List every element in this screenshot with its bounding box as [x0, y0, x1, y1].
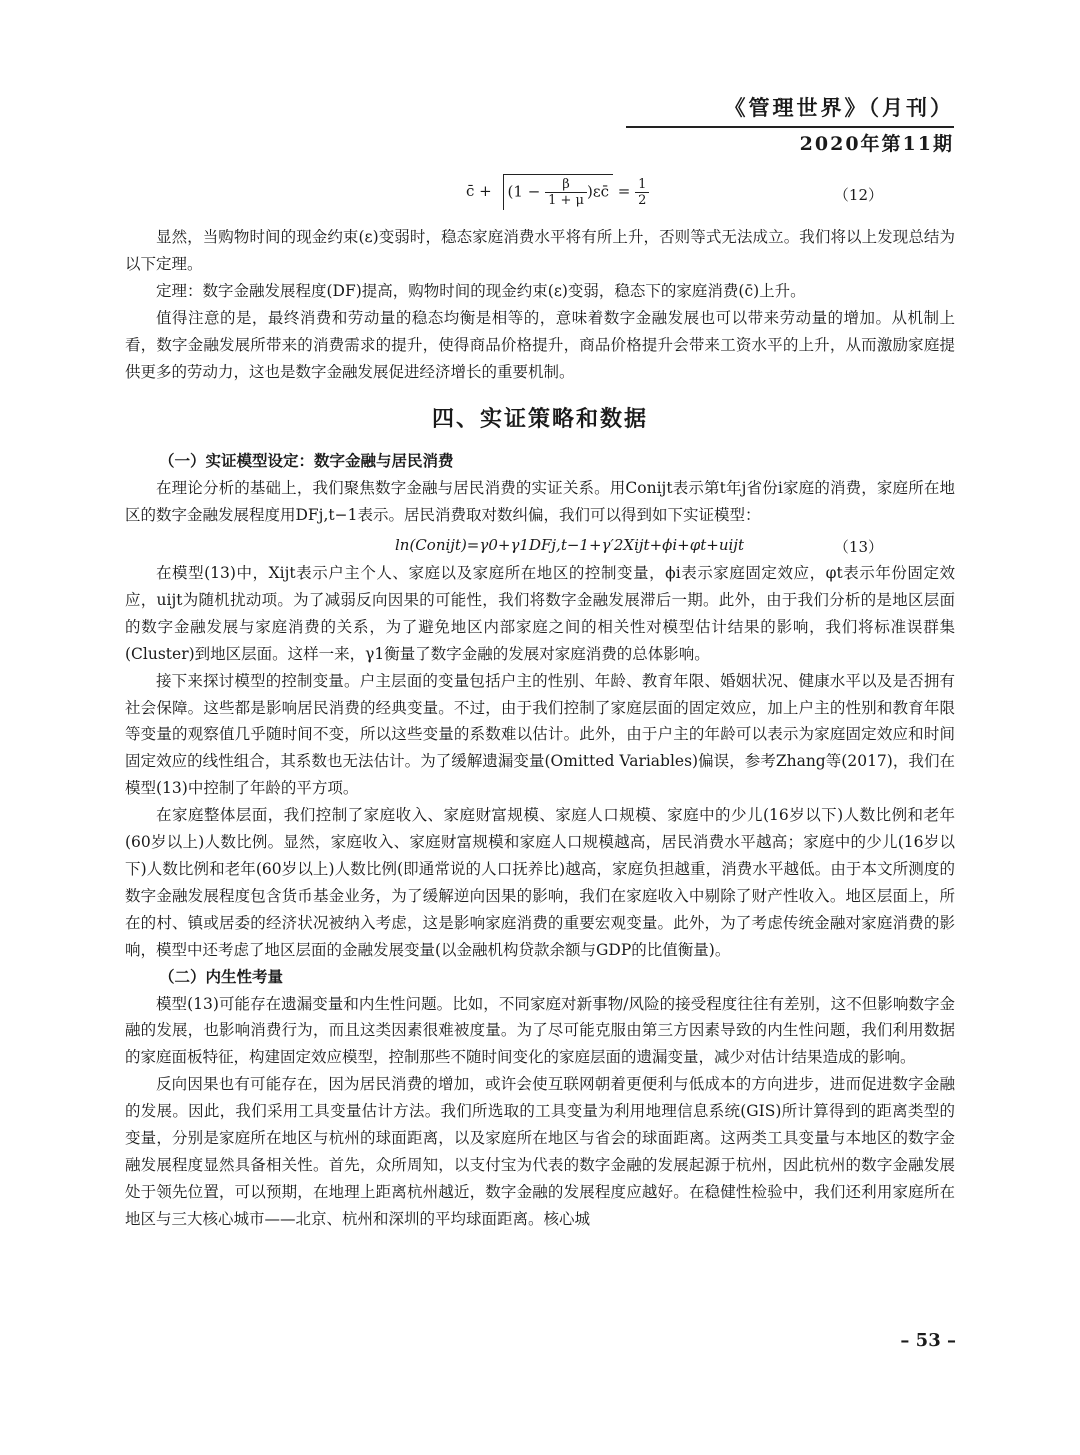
journal-header: [725, 92, 955, 124]
eq12-frac-num: β: [545, 177, 587, 193]
subsection-title-2: （二）内生性考量: [159, 967, 284, 986]
eq13-body: ln(Conijt)=γ0+γ1DFj,t−1+γ′2Xijt+ϕi+φt+uijt: [395, 536, 744, 554]
eq12-lhs: c̄ +: [466, 182, 492, 200]
paragraph-5: 在模型(13)中，Xijt表示户主个人、家庭以及家庭所在地区的控制变量，ϕi表示家庭固定效应，φt表示年份固定效应，uijt为随机扰动项。为了减弱反向因果的可能性，我们将数字金融发展滞后一期。此外，由于我们分析的是地区层面的数字金融发展与家庭消费的关系，为了避免地区内部家庭之间的相关性对模型估计结果的影响，我们将标准误群集(Cluster)到地区层面。这样一来，γ1衡量了数字金融的发展对家庭消费的总体影响。: [125, 564, 955, 663]
header-rule: [626, 126, 954, 128]
eq12-sqrt-lead: 1 −: [513, 182, 541, 201]
eq13-number: （13）: [833, 538, 883, 556]
paragraph-1: 显然，当购物时间的现金约束(ε)变弱时，稳态家庭消费水平将有所上升，否则等式无法成立。我们将以上发现总结为以下定理。: [125, 228, 955, 273]
eq12-equals: =: [617, 182, 631, 200]
paragraph-4: 在理论分析的基础上，我们聚焦数字金融与居民消费的实证关系。用Conijt表示第t年j省份i家庭的消费，家庭所在地区的数字金融发展程度用DFj,t−1表示。居民消费取对数纠偏，我们可以得到如下实证模型：: [125, 478, 955, 524]
paragraph-theorem: 定理：数字金融发展程度(DF)提高，购物时间的现金约束(ε)变弱，稳态下的家庭消费(c̄)上升。: [156, 281, 806, 300]
body-block-1: [125, 224, 955, 385]
paragraph-3: 值得注意的是，最终消费和劳动量的稳态均衡是相等的，意味着数字金融发展也可以带来劳动量的增加。从机制上看，数字金融发展所带来的消费需求的提升，使得商品价格提升，商品价格提升会带来工资水平的上升，从而激励家庭提供更多的劳动力，这也是数字金融发展促进经济增长的重要机制。: [125, 308, 955, 381]
paragraph-9: 反向因果也有可能存在，因为居民消费的增加，或许会使互联网朝着更便利与低成本的方向进步，进而促进数字金融的发展。因此，我们采用工具变量估计方法。我们所选取的工具变量为利用地理信息系统(GIS)所计算得到的距离类型的变量，分别是家庭所在地区与杭州的球面距离，以及家庭所在地区与省会的球面距离。这两类工具变量与本地区的数字金融发展程度显然具备相关性。首先，众所周知，以支付宝为代表的数字金融的发展起源于杭州，因此杭州的数字金融发展处于领先位置，可以预期，在地理上距离杭州越近，数字金融的发展程度应越好。在稳健性检验中，我们还利用家庭所在地区与三大核心城市——北京、杭州和深圳的平均球面距离。核心城: [125, 1075, 955, 1228]
paragraph-7: 在家庭整体层面，我们控制了家庭收入、家庭财富规模、家庭人口规模、家庭中的少儿(16岁以下)人数比例和老年(60岁以上)人数比例。显然，家庭收入、家庭财富规模和家庭人口规模越高，居民消费水平越高；家庭中的少儿(16岁以下)人数比例和老年(60岁以上)人数比例(即通常说的人口抚养比)越高，家庭负担越重，消费水平越低。由于本文所测度的数字金融发展程度包含货币基金业务，为了缓解逆向因果的影响，我们在家庭收入中剔除了财产性收入。地区层面上，所在的村、镇或居委的经济状况被纳入考虑，这是影响家庭消费的重要宏观变量。此外，为了考虑传统金融对家庭消费的影响，模型中还考虑了地区层面的金融发展变量(以金融机构贷款余额与GDP的比值衡量)。: [125, 806, 955, 959]
body-block-2: [125, 448, 955, 529]
eq12-number: （12）: [833, 186, 883, 204]
eq12-sqrt: (1 − $\frac{\beta}{1 + \mu}$ )εc̄: [503, 174, 613, 210]
paragraph-8: 模型(13)可能存在遗漏变量和内生性问题。比如，不同家庭对新事物/风险的接受程度往往有差别，这不但影响数字金融的发展，也影响消费行为，而且这类因素很难被度量。为了尽可能克服由第三方因素导致的内生性问题，我们利用数据的家庭面板特征，构建固定效应模型，控制那些不随时间变化的家庭层面的遗漏变量，减少对估计结果造成的影响。: [125, 994, 955, 1067]
page-number: – 53 –: [900, 1330, 956, 1351]
subsection-title-1: （一）实证模型设定：数字金融与居民消费: [159, 452, 454, 470]
section-title: 四、实证策略和数据: [431, 407, 648, 432]
eq12-rhs: [635, 177, 649, 208]
eq12-rhs-den: 2: [638, 192, 647, 208]
eq12-sqrt-tail: εc̄: [592, 182, 609, 201]
eq12-frac-den: 1 + μ: [548, 193, 584, 208]
eq12-fraction: [545, 177, 587, 208]
section-block: [125, 402, 955, 433]
body-block-3: [125, 560, 955, 1233]
paragraph-6: 接下来探讨模型的控制变量。户主层面的变量包括户主的性别、年龄、教育年限、婚姻状况、健康水平以及是否拥有社会保障。这些都是影响居民消费的经典变量。不过，由于我们控制了家庭层面的固定效应，加上户主的性别和教育年限等变量的观察值几乎随时间不变，所以这些变量的系数难以估计。此外，由于户主的年龄可以表示为家庭固定效应和时间固定效应的线性组合，其系数也无法估计。为了缓解遗漏变量(Omitted Variables)偏误，参考Zhang等(2017)，我们在模型(13)中控制了年龄的平方项。: [125, 671, 955, 798]
issue-label: 2020年第11期: [799, 133, 954, 155]
eq12-rhs-num: 1: [635, 177, 649, 193]
journal-title: 《管理世界》（月刊）: [724, 95, 954, 120]
